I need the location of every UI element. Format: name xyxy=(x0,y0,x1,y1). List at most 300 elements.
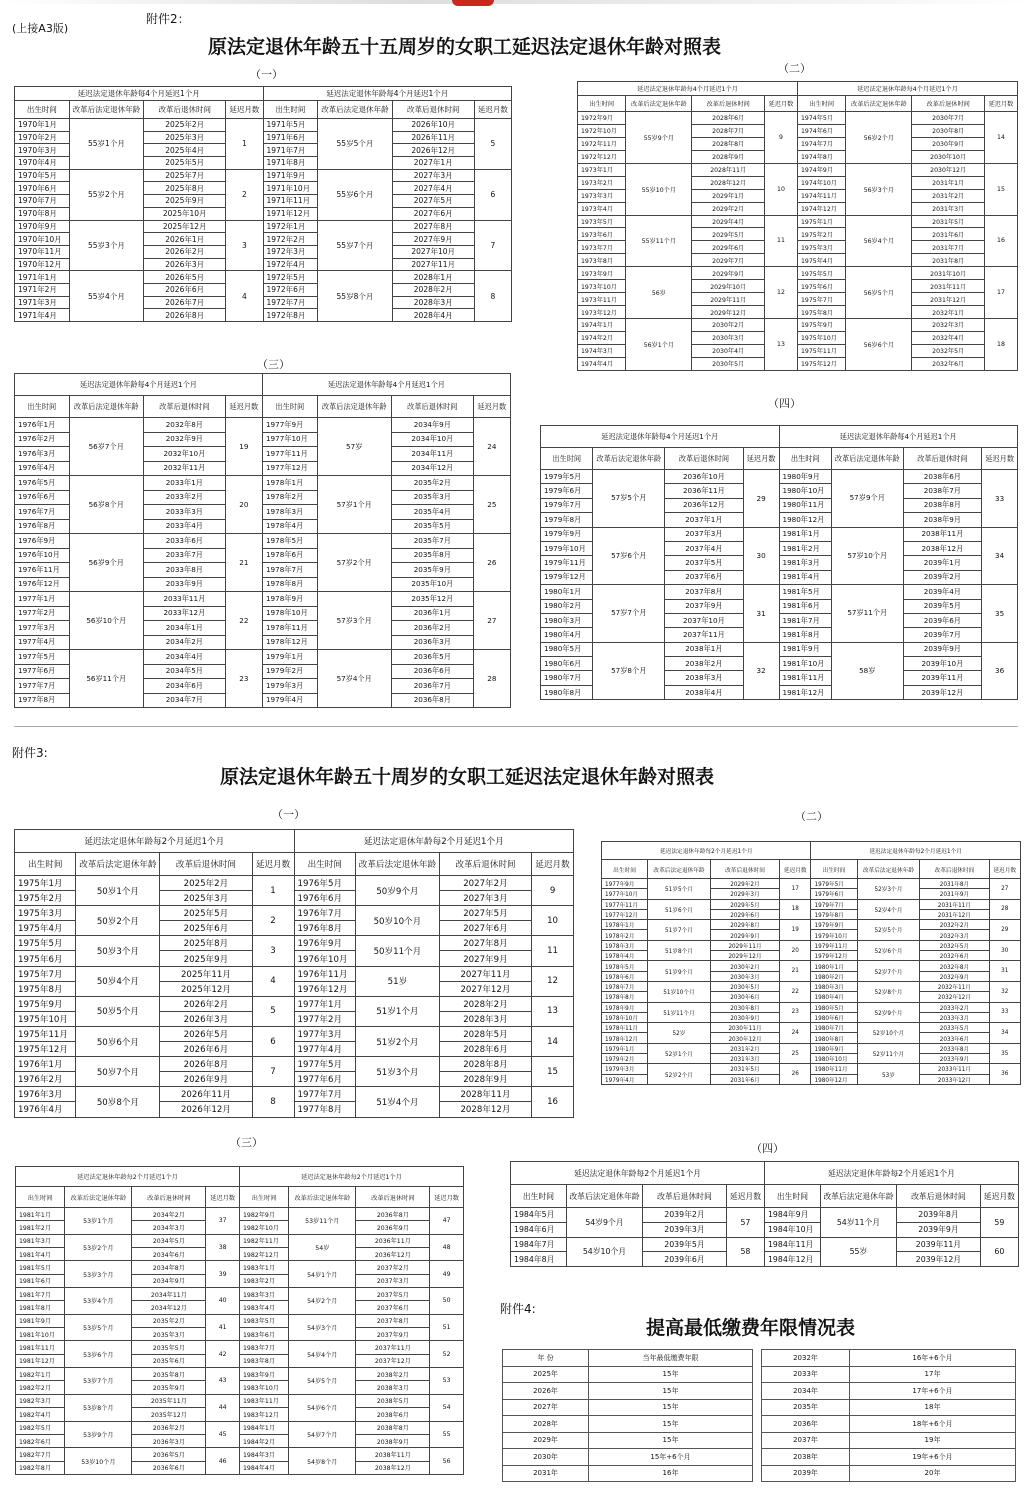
retirement-date-cell: 2031年5月 xyxy=(710,1064,779,1074)
column-header: 出生时间 xyxy=(239,1187,288,1208)
column-header: 改革后法定退休年龄 xyxy=(857,860,920,879)
birth-month-cell: 1981年11月 xyxy=(779,671,831,685)
delay-months-cell: 15 xyxy=(532,1057,574,1087)
birth-month-cell: 1975年2月 xyxy=(797,228,845,241)
retirement-date-cell: 2038年9月 xyxy=(903,513,982,527)
column-header: 改革后法定退休年龄 xyxy=(846,96,912,112)
birth-month-cell: 1978年9月 xyxy=(602,1002,648,1012)
retirement-date-cell: 2033年3月 xyxy=(920,1012,989,1022)
retirement-date-cell: 2028年9月 xyxy=(692,150,765,163)
retirement-date-cell: 2030年3月 xyxy=(692,331,765,344)
birth-month-cell: 1975年10月 xyxy=(797,331,845,344)
birth-month-cell: 1982年12月 xyxy=(239,1248,288,1261)
section-divider xyxy=(14,726,1018,727)
table-row xyxy=(16,1314,464,1327)
min-contribution-table-right xyxy=(761,1349,1016,1482)
birth-month-cell: 1980年1月 xyxy=(811,961,857,971)
retirement-age-cell: 57岁3个月 xyxy=(317,592,391,650)
birth-month-cell: 1971年8月 xyxy=(263,157,318,170)
birth-month-cell: 1970年10月 xyxy=(15,233,70,246)
table-row xyxy=(15,1057,574,1072)
retirement-age-cell: 55岁5个月 xyxy=(318,119,393,170)
retirement-date-cell: 2032年6月 xyxy=(920,951,989,961)
birth-month-cell: 1976年3月 xyxy=(15,1087,76,1102)
retirement-date-cell: 2035年8月 xyxy=(391,548,473,563)
retirement-date-cell: 2037年8月 xyxy=(665,585,744,599)
retirement-age-cell: 53岁11个月 xyxy=(289,1208,356,1235)
column-header: 延迟月数 xyxy=(206,1187,240,1208)
retirement-date-cell: 2025年7月 xyxy=(144,169,226,182)
retirement-age-cell: 56岁7个月 xyxy=(69,418,143,476)
delay-months-cell: 21 xyxy=(780,961,811,982)
retirement-age-cell: 53岁1个月 xyxy=(65,1208,132,1235)
column-header: 改革后法定退休年龄 xyxy=(289,1187,356,1208)
delay-months-cell: 50 xyxy=(430,1288,464,1315)
retirement-date-cell: 2025年8月 xyxy=(160,936,252,951)
column-header: 延迟月数 xyxy=(430,1187,464,1208)
delay-months-cell: 14 xyxy=(532,1026,574,1056)
retirement-age-cell: 51岁 xyxy=(356,966,440,996)
birth-month-cell: 1973年1月 xyxy=(578,163,626,176)
retirement-date-cell: 2031年1月 xyxy=(912,176,985,189)
retirement-date-cell: 2032年11月 xyxy=(143,461,225,476)
delay-months-cell: 24 xyxy=(780,1023,811,1044)
birth-month-cell: 1976年12月 xyxy=(294,981,355,996)
retirement-age-cell: 52岁9个月 xyxy=(857,1002,920,1023)
table-caption-row xyxy=(15,830,574,853)
retirement-date-cell: 2025年11月 xyxy=(160,966,252,981)
birth-month-cell: 1976年11月 xyxy=(294,966,355,981)
retirement-date-cell: 2032年3月 xyxy=(912,319,985,332)
birth-month-cell: 1971年11月 xyxy=(263,195,318,208)
table-row xyxy=(541,642,1018,656)
retirement-age-cell: 51岁10个月 xyxy=(648,981,711,1002)
birth-month-cell: 1972年2月 xyxy=(263,233,318,246)
retirement-age-cell: 54岁11个月 xyxy=(820,1208,896,1238)
retirement-date-cell: 2037年9月 xyxy=(356,1328,430,1341)
birth-month-cell: 1984年4月 xyxy=(239,1461,288,1474)
table-number-label: （四） xyxy=(751,1142,784,1155)
birth-month-cell: 1978年4月 xyxy=(602,951,648,961)
column-header: 出生时间 xyxy=(541,448,593,470)
delay-months-cell: 39 xyxy=(206,1261,240,1288)
table-row xyxy=(602,899,1021,909)
retirement-age-cell: 51岁2个月 xyxy=(356,1026,440,1056)
birth-month-cell: 1978年2月 xyxy=(602,930,648,940)
delay-months-cell: 8 xyxy=(474,271,511,322)
birth-month-cell: 1981年10月 xyxy=(779,657,831,671)
delay-months-cell: 59 xyxy=(980,1208,1018,1238)
birth-month-cell: 1984年3月 xyxy=(239,1448,288,1461)
table-row xyxy=(15,936,574,951)
table-row xyxy=(15,220,512,233)
retirement-date-cell: 2034年11月 xyxy=(391,447,473,462)
column-header: 出生时间 xyxy=(779,448,831,470)
retirement-age-cell: 54岁 xyxy=(289,1234,356,1261)
birth-month-cell: 1980年10月 xyxy=(779,484,831,498)
birth-month-cell: 1976年12月 xyxy=(15,577,70,592)
delay-months-cell: 56 xyxy=(430,1448,464,1475)
retirement-date-cell: 2028年6月 xyxy=(439,1042,531,1057)
retirement-age-cell: 51岁7个月 xyxy=(648,920,711,941)
table-row xyxy=(15,592,511,607)
retirement-date-cell: 2029年2月 xyxy=(692,202,765,215)
column-header: 出生时间 xyxy=(15,101,70,119)
retirement-age-cell: 57岁8个月 xyxy=(593,642,665,700)
table-row xyxy=(602,1064,1021,1074)
retirement-age-cell: 52岁4个月 xyxy=(857,899,920,920)
fee-years-cell: 15年 xyxy=(589,1432,753,1449)
birth-month-cell: 1982年6月 xyxy=(16,1434,65,1447)
retirement-date-cell: 2032年12月 xyxy=(920,992,989,1002)
table-caption: 延迟法定退休年龄每4个月延迟1个月 xyxy=(15,374,263,396)
birth-month-cell: 1983年3月 xyxy=(239,1288,288,1301)
retirement-age-cell: 54岁3个月 xyxy=(289,1314,356,1341)
birth-month-cell: 1980年8月 xyxy=(541,685,593,699)
retirement-date-cell: 2029年6月 xyxy=(692,241,765,254)
retirement-date-cell: 2029年4月 xyxy=(692,215,765,228)
table-caption: 延迟法定退休年龄每2个月延迟1个月 xyxy=(811,842,1020,860)
table-row xyxy=(16,1341,464,1354)
birth-month-cell: 1974年6月 xyxy=(797,124,845,137)
table-row xyxy=(15,271,512,284)
delay-months-cell: 21 xyxy=(225,534,262,592)
retirement-date-cell: 2028年12月 xyxy=(439,1102,531,1117)
retirement-age-cell: 56岁1个月 xyxy=(626,319,692,371)
table-header-row xyxy=(511,1185,1019,1208)
birth-month-cell: 1972年1月 xyxy=(263,220,318,233)
retirement-date-cell: 2034年6月 xyxy=(143,679,225,694)
delay-months-cell: 35 xyxy=(982,585,1018,643)
retirement-date-cell: 2034年11月 xyxy=(132,1288,206,1301)
retirement-date-cell: 2031年3月 xyxy=(912,202,985,215)
table-row xyxy=(578,112,1018,125)
delay-months-cell: 35 xyxy=(989,1043,1020,1064)
birth-month-cell: 1975年2月 xyxy=(15,891,76,906)
table-number-label: （四） xyxy=(768,397,801,410)
retirement-age-cell: 57岁10个月 xyxy=(831,527,903,585)
birth-month-cell: 1977年2月 xyxy=(15,606,70,621)
delay-months-cell: 40 xyxy=(206,1288,240,1315)
retirement-age-table xyxy=(15,1166,464,1475)
birth-month-cell: 1972年5月 xyxy=(263,271,318,284)
birth-month-cell: 1977年1月 xyxy=(294,996,355,1011)
retirement-date-cell: 2031年8月 xyxy=(912,254,985,267)
fee-row xyxy=(762,1449,1016,1466)
birth-month-cell: 1984年2月 xyxy=(239,1434,288,1447)
table-row xyxy=(16,1261,464,1274)
birth-month-cell: 1981年8月 xyxy=(779,628,831,642)
birth-month-cell: 1981年7月 xyxy=(779,613,831,627)
birth-month-cell: 1983年4月 xyxy=(239,1301,288,1314)
birth-month-cell: 1980年7月 xyxy=(811,1023,857,1033)
birth-month-cell: 1974年7月 xyxy=(797,137,845,150)
table-row xyxy=(578,267,1018,280)
fee-years-cell: 18年+6个月 xyxy=(850,1416,1016,1433)
retirement-age-cell: 57岁1个月 xyxy=(317,476,391,534)
retirement-date-cell: 2027年1月 xyxy=(392,157,474,170)
retirement-age-cell: 55岁10个月 xyxy=(626,163,692,215)
retirement-date-cell: 2031年12月 xyxy=(912,293,985,306)
retirement-date-cell: 2038年11月 xyxy=(903,527,982,541)
birth-month-cell: 1978年9月 xyxy=(262,592,317,607)
birth-month-cell: 1982年5月 xyxy=(16,1421,65,1434)
retirement-date-cell: 2035年3月 xyxy=(132,1328,206,1341)
fee-year-cell: 2036年 xyxy=(762,1416,850,1433)
retirement-date-cell: 2032年6月 xyxy=(912,357,985,370)
retirement-date-cell: 2033年12月 xyxy=(920,1074,989,1084)
retirement-date-cell: 2027年5月 xyxy=(439,906,531,921)
birth-month-cell: 1978年11月 xyxy=(602,1023,648,1033)
retirement-date-cell: 2039年4月 xyxy=(903,585,982,599)
birth-month-cell: 1979年12月 xyxy=(811,951,857,961)
column-header: 延迟月数 xyxy=(252,853,294,876)
delay-months-cell: 17 xyxy=(780,879,811,900)
birth-month-cell: 1983年9月 xyxy=(239,1368,288,1381)
table-row xyxy=(602,1002,1021,1012)
retirement-date-cell: 2025年2月 xyxy=(144,119,226,132)
retirement-age-cell: 57岁5个月 xyxy=(593,470,665,528)
delay-months-cell: 2 xyxy=(226,169,263,220)
retirement-age-cell: 55岁6个月 xyxy=(318,169,393,220)
delay-months-cell: 9 xyxy=(764,112,797,164)
delay-months-cell: 32 xyxy=(989,981,1020,1002)
retirement-date-cell: 2027年4月 xyxy=(392,182,474,195)
table-caption: 延迟法定退休年龄每2个月延迟1个月 xyxy=(602,842,811,860)
delay-months-cell: 4 xyxy=(226,271,263,322)
birth-month-cell: 1979年10月 xyxy=(541,541,593,555)
retirement-date-cell: 2038年6月 xyxy=(356,1408,430,1421)
retirement-age-cell: 57岁2个月 xyxy=(317,534,391,592)
birth-month-cell: 1976年1月 xyxy=(15,1057,76,1072)
birth-month-cell: 1975年8月 xyxy=(797,306,845,319)
delay-months-cell: 12 xyxy=(532,966,574,996)
retirement-date-cell: 2029年12月 xyxy=(710,951,779,961)
birth-month-cell: 1980年1月 xyxy=(541,585,593,599)
retirement-date-cell: 2031年6月 xyxy=(710,1074,779,1084)
birth-month-cell: 1984年10月 xyxy=(764,1222,820,1237)
min-contribution-table-left xyxy=(502,1349,753,1482)
table-row xyxy=(602,920,1021,930)
retirement-date-cell: 2036年8月 xyxy=(356,1208,430,1221)
retirement-date-cell: 2039年9月 xyxy=(903,642,982,656)
fee-year-cell: 2030年 xyxy=(503,1449,589,1466)
retirement-date-cell: 2035年8月 xyxy=(132,1368,206,1381)
retirement-age-cell: 54岁2个月 xyxy=(289,1288,356,1315)
delay-months-cell: 7 xyxy=(474,220,511,271)
retirement-date-cell: 2030年4月 xyxy=(692,344,765,357)
fee-years-cell: 17年 xyxy=(850,1366,1016,1383)
retirement-date-cell: 2036年2月 xyxy=(391,621,473,636)
table-caption: 延迟法定退休年龄每4个月延迟1个月 xyxy=(263,87,512,101)
birth-month-cell: 1972年4月 xyxy=(263,258,318,271)
retirement-date-cell: 2026年3月 xyxy=(144,258,226,271)
birth-month-cell: 1981年2月 xyxy=(779,541,831,555)
retirement-date-cell: 2031年3月 xyxy=(710,1054,779,1064)
table-row xyxy=(15,476,511,491)
retirement-age-cell: 50岁5个月 xyxy=(76,996,160,1026)
retirement-age-cell: 52岁1个月 xyxy=(648,1043,711,1064)
retirement-date-cell: 2035年7月 xyxy=(391,534,473,549)
table-row xyxy=(602,1023,1021,1033)
retirement-date-cell: 2037年6月 xyxy=(356,1301,430,1314)
birth-month-cell: 1982年9月 xyxy=(239,1208,288,1221)
delay-months-cell: 27 xyxy=(473,592,510,650)
retirement-age-cell: 55岁9个月 xyxy=(626,112,692,164)
birth-month-cell: 1984年12月 xyxy=(764,1252,820,1267)
retirement-date-cell: 2025年9月 xyxy=(160,951,252,966)
retirement-date-cell: 2030年7月 xyxy=(912,112,985,125)
retirement-date-cell: 2037年10月 xyxy=(665,613,744,627)
birth-month-cell: 1981年4月 xyxy=(16,1248,65,1261)
retirement-date-cell: 2026年5月 xyxy=(160,1026,252,1041)
retirement-date-cell: 2029年9月 xyxy=(692,267,765,280)
birth-month-cell: 1978年7月 xyxy=(262,563,317,578)
birth-month-cell: 1980年9月 xyxy=(779,470,831,484)
delay-months-cell: 28 xyxy=(989,899,1020,920)
retirement-date-cell: 2033年2月 xyxy=(143,490,225,505)
birth-month-cell: 1980年12月 xyxy=(779,513,831,527)
table-row xyxy=(15,650,511,665)
retirement-date-cell: 2032年11月 xyxy=(920,981,989,991)
birth-month-cell: 1978年4月 xyxy=(262,519,317,534)
birth-month-cell: 1975年6月 xyxy=(15,951,76,966)
retirement-date-cell: 2027年3月 xyxy=(439,891,531,906)
retirement-date-cell: 2027年9月 xyxy=(392,233,474,246)
retirement-date-cell: 2038年9月 xyxy=(356,1434,430,1447)
retirement-date-cell: 2035年11月 xyxy=(132,1394,206,1407)
birth-month-cell: 1971年6月 xyxy=(263,131,318,144)
delay-months-cell: 19 xyxy=(780,920,811,941)
table-caption: 延迟法定退休年龄每2个月延迟1个月 xyxy=(764,1162,1018,1185)
delay-months-cell: 33 xyxy=(982,470,1018,528)
birth-month-cell: 1979年1月 xyxy=(262,650,317,665)
retirement-date-cell: 2025年9月 xyxy=(144,195,226,208)
retirement-date-cell: 2028年11月 xyxy=(692,163,765,176)
delay-months-cell: 3 xyxy=(252,936,294,966)
retirement-date-cell: 2037年2月 xyxy=(356,1261,430,1274)
delay-months-cell: 24 xyxy=(473,418,510,476)
birth-month-cell: 1972年12月 xyxy=(578,150,626,163)
retirement-age-cell: 52岁2个月 xyxy=(648,1064,711,1085)
table-row xyxy=(511,1237,1019,1252)
table-row xyxy=(15,169,512,182)
birth-month-cell: 1970年12月 xyxy=(15,258,70,271)
birth-month-cell: 1975年1月 xyxy=(797,215,845,228)
retirement-age-cell: 57岁11个月 xyxy=(831,585,903,643)
delay-months-cell: 23 xyxy=(225,650,262,708)
retirement-date-cell: 2036年12月 xyxy=(356,1248,430,1261)
retirement-age-cell: 52岁11个月 xyxy=(857,1043,920,1064)
birth-month-cell: 1981年9月 xyxy=(16,1314,65,1327)
retirement-date-cell: 2028年6月 xyxy=(692,112,765,125)
birth-month-cell: 1976年11月 xyxy=(15,563,70,578)
birth-month-cell: 1977年7月 xyxy=(294,1087,355,1102)
birth-month-cell: 1977年4月 xyxy=(294,1042,355,1057)
retirement-date-cell: 2033年5月 xyxy=(920,1023,989,1033)
birth-month-cell: 1971年1月 xyxy=(15,271,70,284)
birth-month-cell: 1976年9月 xyxy=(15,534,70,549)
birth-month-cell: 1981年10月 xyxy=(16,1328,65,1341)
delay-months-cell: 48 xyxy=(430,1234,464,1261)
table-row xyxy=(16,1448,464,1461)
retirement-date-cell: 2030年11月 xyxy=(710,1023,779,1033)
retirement-age-cell: 52岁5个月 xyxy=(857,920,920,941)
birth-month-cell: 1974年12月 xyxy=(797,202,845,215)
retirement-date-cell: 2026年12月 xyxy=(392,144,474,157)
retirement-age-cell: 56岁9个月 xyxy=(69,534,143,592)
column-header: 改革后退休时间 xyxy=(912,96,985,112)
retirement-date-cell: 2031年2月 xyxy=(912,189,985,202)
retirement-date-cell: 2028年3月 xyxy=(392,296,474,309)
retirement-date-cell: 2034年5月 xyxy=(143,664,225,679)
table-row xyxy=(541,470,1018,484)
retirement-date-cell: 2034年6月 xyxy=(132,1248,206,1261)
retirement-date-cell: 2035年2月 xyxy=(391,476,473,491)
table-caption-row xyxy=(541,426,1018,448)
delay-months-cell: 16 xyxy=(984,215,1017,267)
birth-month-cell: 1973年10月 xyxy=(578,280,626,293)
retirement-date-cell: 2034年1月 xyxy=(143,621,225,636)
column-header: 延迟月数 xyxy=(532,853,574,876)
retirement-date-cell: 2028年2月 xyxy=(439,996,531,1011)
column-header: 出生时间 xyxy=(294,853,355,876)
birth-month-cell: 1981年12月 xyxy=(16,1354,65,1367)
retirement-age-cell: 57岁4个月 xyxy=(317,650,391,708)
retirement-date-cell: 2039年9月 xyxy=(897,1222,981,1237)
table-row xyxy=(15,418,511,433)
retirement-date-cell: 2026年1月 xyxy=(144,233,226,246)
birth-month-cell: 1977年12月 xyxy=(262,461,317,476)
delay-months-cell: 29 xyxy=(743,470,779,528)
retirement-date-cell: 2033年4月 xyxy=(143,519,225,534)
retirement-age-cell: 53岁5个月 xyxy=(65,1314,132,1341)
table-row xyxy=(578,163,1018,176)
table-number-label: （二） xyxy=(778,62,811,75)
retirement-age-cell: 50岁1个月 xyxy=(76,876,160,906)
table-row xyxy=(602,879,1021,889)
fee-years-cell: 15年 xyxy=(589,1383,753,1400)
retirement-date-cell: 2032年3月 xyxy=(920,930,989,940)
birth-month-cell: 1973年6月 xyxy=(578,228,626,241)
retirement-date-cell: 2028年5月 xyxy=(439,1026,531,1041)
retirement-date-cell: 2025年5月 xyxy=(160,906,252,921)
retirement-date-cell: 2031年2月 xyxy=(710,1043,779,1053)
column-header: 出生时间 xyxy=(797,96,845,112)
birth-month-cell: 1977年8月 xyxy=(15,693,70,708)
table-caption-row xyxy=(578,82,1018,96)
retirement-date-cell: 2030年2月 xyxy=(692,319,765,332)
delay-months-cell: 11 xyxy=(764,215,797,267)
delay-months-cell: 16 xyxy=(532,1087,574,1117)
retirement-age-cell: 56岁8个月 xyxy=(69,476,143,534)
birth-month-cell: 1979年4月 xyxy=(262,693,317,708)
retirement-date-cell: 2034年3月 xyxy=(132,1221,206,1234)
delay-months-cell: 1 xyxy=(226,119,263,170)
retirement-date-cell: 2026年9月 xyxy=(160,1072,252,1087)
birth-month-cell: 1970年6月 xyxy=(15,182,70,195)
column-header: 改革后退休时间 xyxy=(692,96,765,112)
column-header: 出生时间 xyxy=(16,1187,65,1208)
birth-month-cell: 1983年5月 xyxy=(239,1314,288,1327)
retirement-date-cell: 2031年12月 xyxy=(920,909,989,919)
retirement-date-cell: 2026年11月 xyxy=(392,131,474,144)
retirement-date-cell: 2035年5月 xyxy=(391,519,473,534)
birth-month-cell: 1984年8月 xyxy=(511,1252,567,1267)
retirement-age-cell: 51岁9个月 xyxy=(648,961,711,982)
retirement-date-cell: 2036年3月 xyxy=(391,635,473,650)
birth-month-cell: 1979年3月 xyxy=(262,679,317,694)
